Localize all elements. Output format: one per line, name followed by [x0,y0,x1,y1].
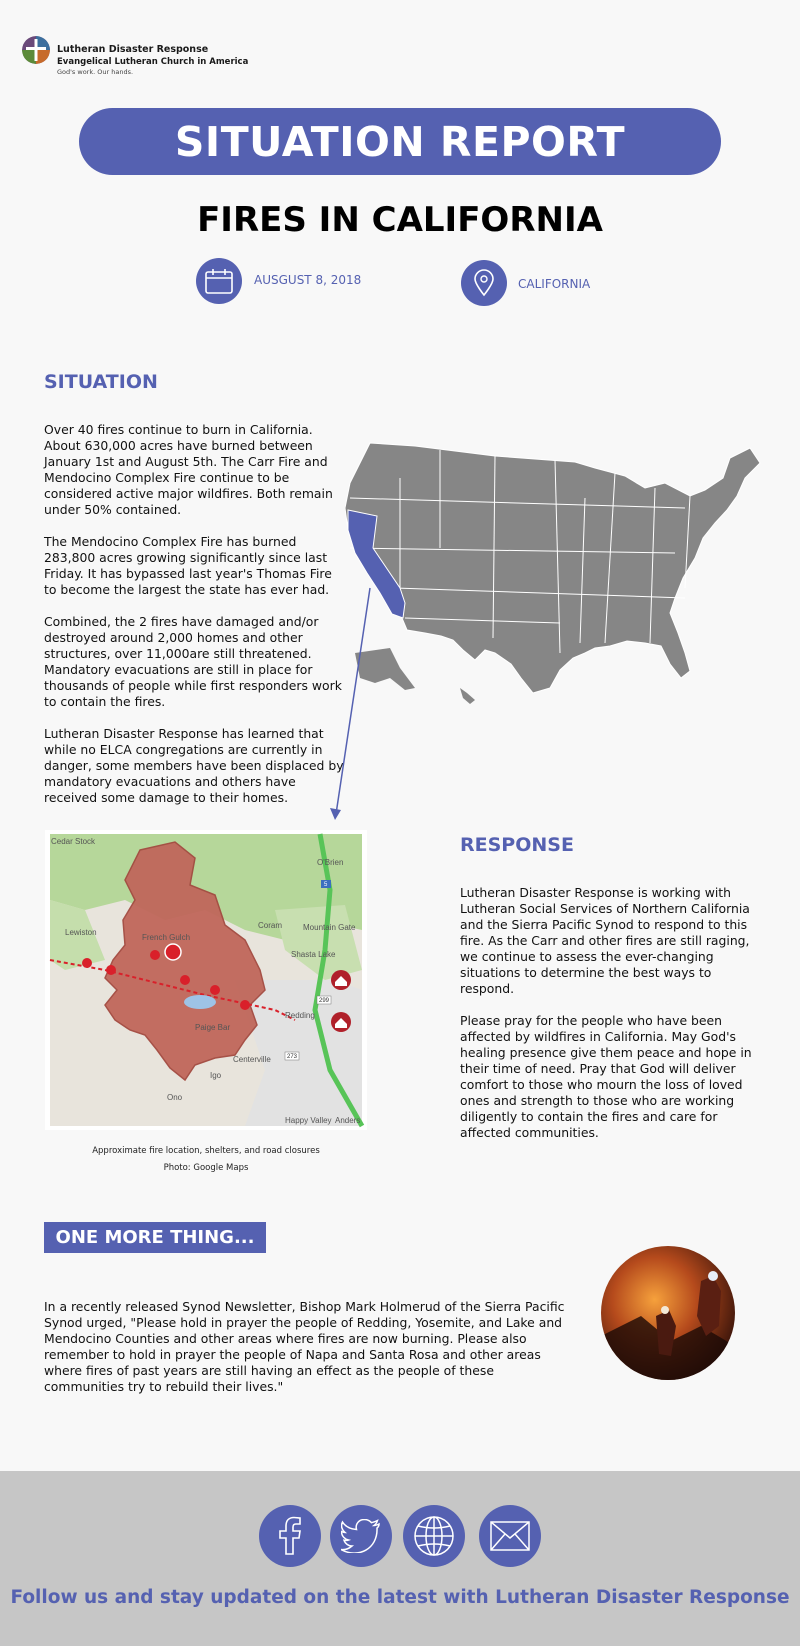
us-map [345,438,790,713]
map-label-happy-valley: Happy Valley [285,1116,332,1125]
map-label-anderson: Anders [335,1116,361,1125]
map-label-paige-bar: Paige Bar [195,1023,231,1032]
org-tagline: God's work. Our hands. [57,68,134,76]
route-5-label: 5 [324,882,328,888]
footer [0,1471,800,1646]
calendar-icon [196,258,242,304]
us-mainland [345,443,760,693]
elca-logo [22,36,50,64]
report-banner: SITUATION REPORT [79,108,721,175]
facebook-icon[interactable] [259,1505,321,1567]
fire-map-image [45,830,367,1130]
email-icon[interactable] [479,1505,541,1567]
situation-paragraph: Combined, the 2 fires have damaged and/or destroyed around 2,000 homes and other structures, over 11,000are still threatened. Mandatory evacuations are still in place for thousands of people while first responders work to contain the fires. [44,614,342,709]
one-more-text: In a recently released Synod Newsletter, Bishop Mark Holmerud of the Sierra Pacific Synod urged, "Please hold in prayer the people of Redding, Yosemite, and Lake and Mendocino Counties and other areas where fires are now burning. Please also remember to hold in prayer the people of Napa and Santa Rosa and other areas where fires of past years are still having an effect as the people of these communities try to rebuild their lives." [44,1299,565,1394]
org-subtitle: Evangelical Lutheran Church in America [57,57,249,67]
map-label-obrien: O'Brien [317,858,344,867]
response-paragraph: Lutheran Disaster Response is working with Lutheran Social Services of Northern California and the Sierra Pacific Synod to respond to this fire. As the Carr and other fires are still raging, we continue to assess the ever-changing situations to determine the best ways to respond. [460,885,750,996]
hawaii-shape [460,688,475,704]
firefighter-photo [601,1246,735,1380]
map-label-french-gulch: French Gulch [142,933,191,942]
pointer-arrow [325,586,375,822]
situation-paragraph: Lutheran Disaster Response has learned that while no ELCA congregations are currently in danger, some members have been displaced by mandatory evacuations and others have received some damage to their homes. [44,726,344,805]
map-label-shasta-lake: Shasta Lake [291,950,336,959]
situation-heading: SITUATION [44,371,158,393]
one-more-heading: ONE MORE THING... [44,1222,266,1253]
map-caption: Approximate fire location, shelters, and road closures [92,1146,320,1156]
map-label-redding: Redding [285,1011,315,1020]
report-location: CALIFORNIA [518,277,591,291]
map-label-coram: Coram [258,921,283,930]
map-label-centerville: Centerville [233,1055,271,1064]
map-pin-icon [461,260,507,306]
map-photo-credit: Photo: Google Maps [163,1163,249,1173]
follow-text: Follow us and stay updated on the latest with Lutheran Disaster Response [10,1587,790,1608]
map-label-igo: Igo [210,1071,222,1080]
page-title: FIRES IN CALIFORNIA [197,200,603,240]
org-name: Lutheran Disaster Response [57,44,209,55]
map-label-ono: Ono [167,1093,183,1102]
report-date: AUSGUST 8, 2018 [254,273,362,287]
response-paragraph: Please pray for the people who have been affected by wildfires in California. May God's healing presence give them peace and hope in their time of need. Pray that God will deliver comfort to those who mourn the loss of loved ones and strength to those who are working diligently to contain the fires and care for affected communities. [460,1013,752,1140]
response-text [460,885,760,1157]
situation-paragraph: The Mendocino Complex Fire has burned 283,800 acres growing significantly since last Friday. It has bypassed last year's Thomas Fire to become the largest the state has ever had. [44,534,332,597]
response-heading: RESPONSE [460,834,574,856]
globe-icon[interactable] [403,1505,465,1567]
route-299-label: 299 [319,998,330,1004]
situation-paragraph: Over 40 fires continue to burn in California. About 630,000 acres have burned between January 1st and August 5th. The Carr Fire and Mendocino Complex Fire continue to be considered active major wildfires. Both remain under 50% contained. [44,422,333,517]
situation-text [44,422,344,822]
twitter-icon[interactable] [330,1505,392,1567]
map-label-mountain-gate: Mountain Gate [303,923,356,932]
map-label-cedar-stock: Cedar Stock [51,837,96,846]
route-273-label: 273 [287,1054,298,1060]
map-label-lewiston: Lewiston [65,928,97,937]
